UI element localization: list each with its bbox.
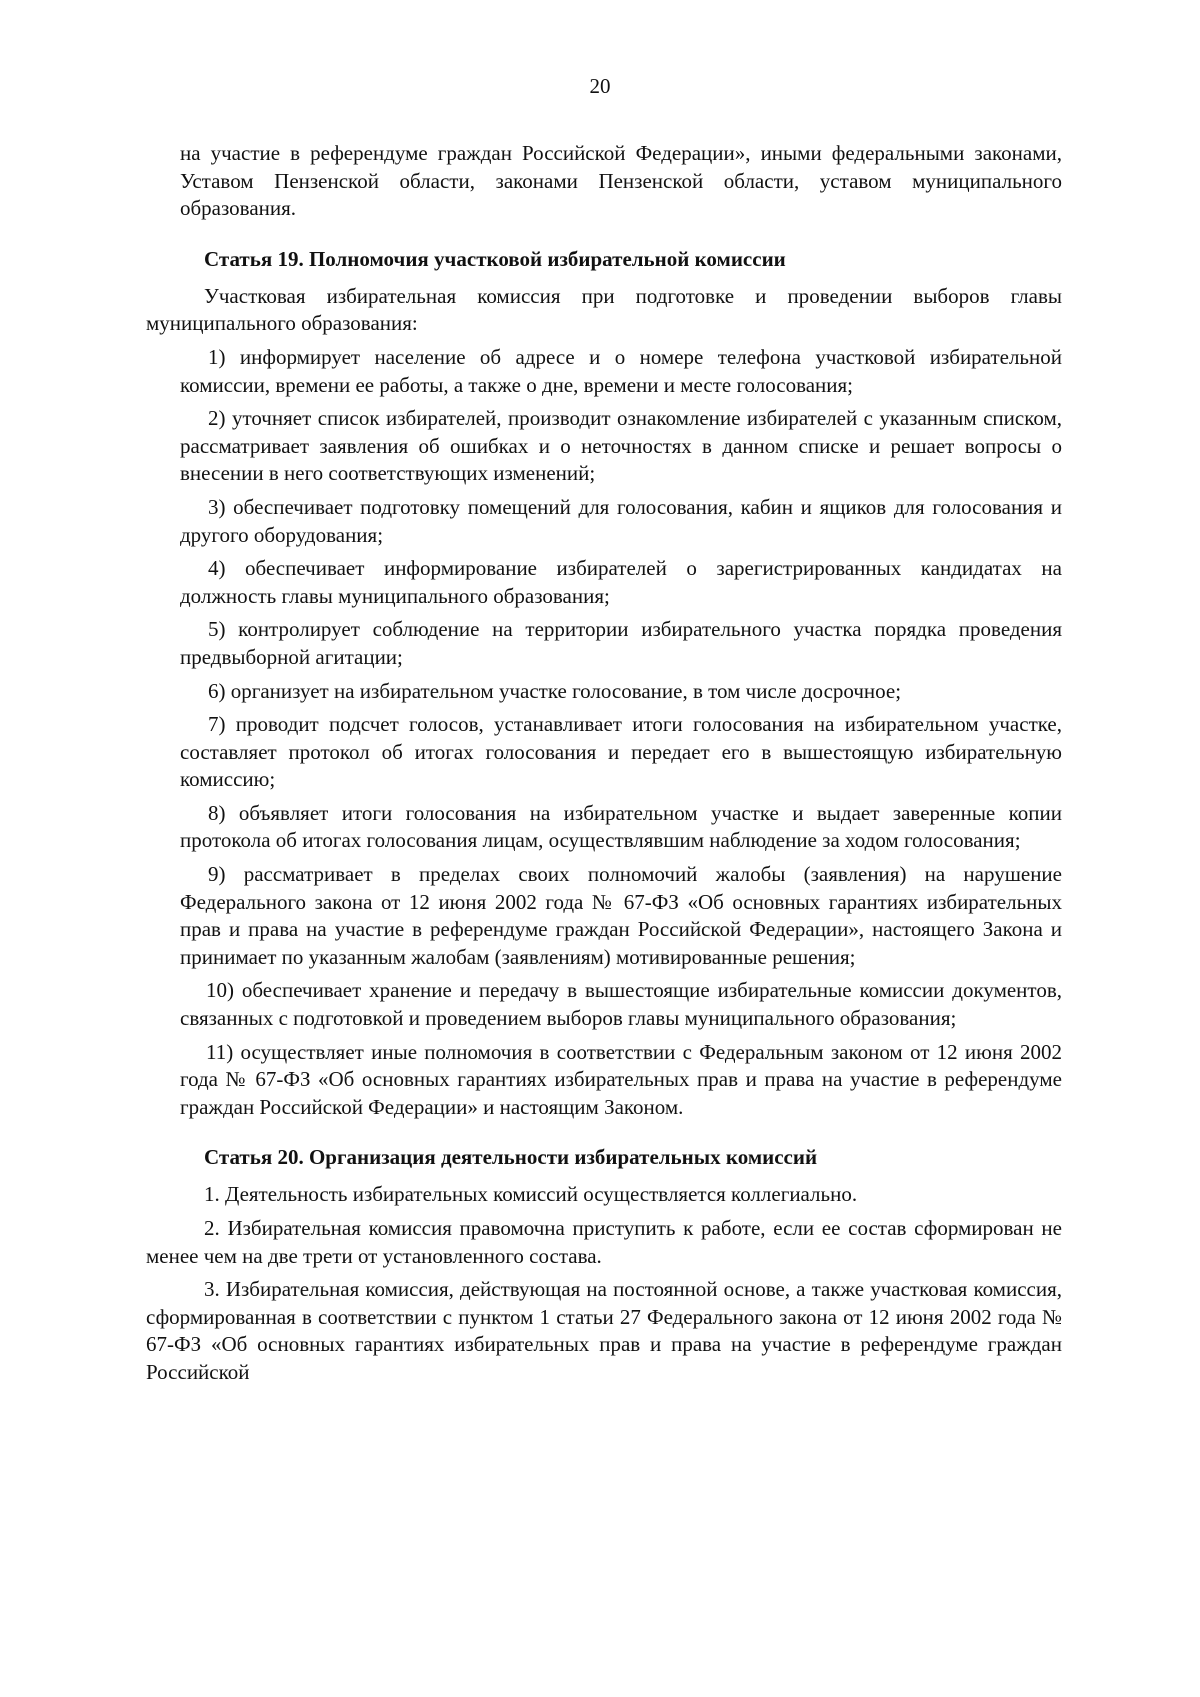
article-19-item-8: 8) объявляет итоги голосования на избирательном участке и выдает заверенные копии протокола об итогах голосования лицам, осуществлявшим наблюдение за ходом голосования;: [180, 800, 1062, 853]
article-20-paragraph-1: 1. Деятельность избирательных комиссий осуществляется коллегиально.: [204, 1182, 858, 1207]
article-19-item-3: 3) обеспечивает подготовку помещений для голосования, кабин и ящиков для голосования и другого оборудования;: [180, 494, 1062, 547]
page-number: 20: [589, 74, 611, 98]
article-20-paragraph-2: 2. Избирательная комиссия правомочна приступить к работе, если ее состав сформирован не менее чем на две трети от установленного состава.: [146, 1216, 1062, 1268]
article-19-item-10: 10) обеспечивает хранение и передачу в вышестоящие избирательные комиссии документов, связанных с подготовкой и проведением выборов главы муниципального образования;: [180, 978, 1062, 1031]
article-19-intro: Участковая избирательная комиссия при подготовке и проведении выборов главы муниципального образования:: [146, 283, 1062, 336]
article-20-title: Статья 20. Организация деятельности избирательных комиссий: [204, 1145, 818, 1170]
article-20-paragraph-3: 3. Избирательная комиссия, действующая на постоянной основе, а также участковая комиссия, сформированная в соответствии с пунктом 1 статьи 27 Федерального закона от 12 июня 2002 года № 67-ФЗ «Об основных гарантиях избирательных прав и права на участие в референдуме граждан Российской: [146, 1277, 1062, 1384]
article-19-item-6: 6) организует на избирательном участке голосование, в том числе досрочное;: [208, 678, 902, 703]
article-19-item-1: 1) информирует население об адресе и о номере телефона участковой избирательной комиссии, времени ее работы, а также о дне, времени и месте голосования;: [180, 344, 1062, 397]
article-19-item-11: 11) осуществляет иные полномочия в соответствии с Федеральным законом от 12 июня 2002 года № 67-ФЗ «Об основных гарантиях избирательных прав и права на участие в референдуме граждан Российской Федерации» и настоящим Законом.: [180, 1039, 1062, 1119]
article-19-item-7: 7) проводит подсчет голосов, устанавливает итоги голосования на избирательном участке, составляет протокол об итогах голосования и передает его в вышестоящую избирательную комиссию;: [180, 712, 1062, 792]
article-19-title: Статья 19. Полномочия участковой избирательной комиссии: [204, 246, 786, 271]
article-19-item-5: 5) контролирует соблюдение на территории избирательного участка порядка проведения предвыборной агитации;: [180, 617, 1062, 669]
article-18-tail: на участие в референдуме граждан Российской Федерации», иными федеральными законами, Уставом Пензенской области, законами Пензенской области, уставом муниципального образования.: [180, 141, 1062, 221]
article-19-item-4: 4) обеспечивает информирование избирателей о зарегистрированных кандидатах на должность главы муниципального образования;: [180, 556, 1062, 608]
article-19-item-9: 9) рассматривает в пределах своих полномочий жалобы (заявления) на нарушение Федерального закона от 12 июня 2002 года № 67-ФЗ «Об основных гарантиях избирательных прав и права на участие в референдуме граждан Российской Федерации», настоящего Закона и принимает по указанным жалобам (заявлениям) мотивированные решения;: [180, 862, 1062, 969]
document-body: [146, 140, 1062, 1393]
article-19-item-2: 2) уточняет список избирателей, производит ознакомление избирателей с указанным списком, рассматривает заявления об ошибках и о неточностях в данном списке и решает вопросы о внесении в него соответствующих изменений;: [180, 406, 1062, 486]
